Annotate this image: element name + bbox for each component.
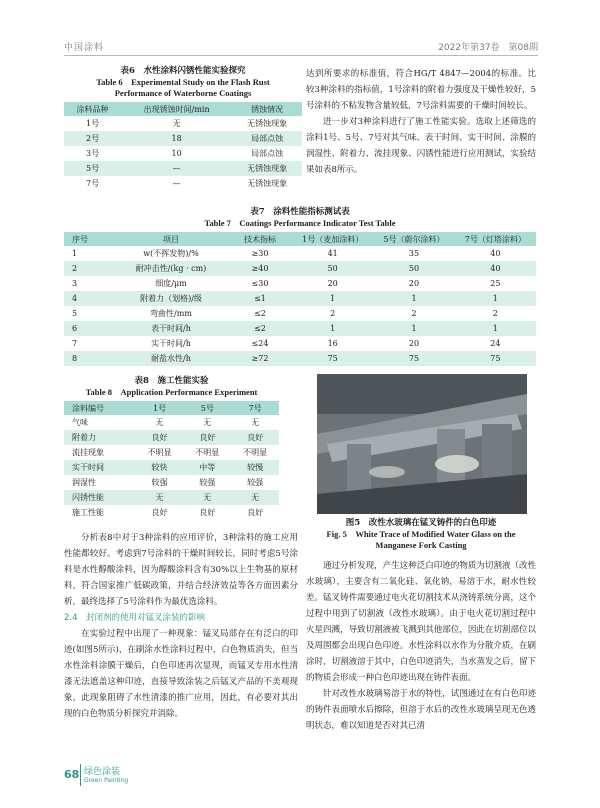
cell: 40 [455,261,536,276]
cell: ≥40 [228,261,292,276]
figure5-caption-en-1: Fig. 5 White Trace of Modified Water Glass on the [326,529,516,539]
cell: 附着力 [64,430,136,445]
table-row [64,460,279,475]
cell: 5 [72,309,78,318]
cell: ≤1 [228,291,292,306]
table-row [64,415,279,430]
table8-header: 5号 [183,401,231,415]
table-row [64,321,536,336]
table8 [64,401,279,520]
paragraph: 在实验过程中出现了一种现象：锰叉局部存在有泛白的印迹(如图5所示)，在刷涂水性涂料过程中，白色物质消失，但当水性涂料涂膜干燥后，白色印迹再次显现，而锰叉专用水性清漆无法遮盖这种印迹，直接导致涂装之后锰叉产品的不美观现象，此现象阻碍了水性清漆的推广应用，因此，有必要对其出现的白色物质分析探究并消除。 [64,629,298,719]
cell: 无 [136,490,184,505]
cell: 中等 [183,460,231,475]
cell: 耐盐水性/h [114,351,228,366]
cell: 表干时间/h [114,321,228,336]
table7-title-cn: 表7 涂料性能指标测试表 [250,207,350,217]
cell: 1 [72,249,78,258]
table7-header: 1号（麦加涂料） [292,232,373,246]
cell: 2 [411,309,417,318]
cell: 良好 [151,508,168,517]
table-row [64,351,536,366]
cell: 16 [327,339,338,348]
cell: 1 [373,321,454,336]
cell: 24 [490,339,501,348]
table-row [64,505,279,520]
table6-block [64,66,302,191]
cell: 75 [373,351,454,366]
table-row [64,261,536,276]
cell: 1 [292,321,373,336]
figure5-photo [317,374,527,514]
cell: 41 [327,249,338,258]
cell: 弯曲性/mm [150,309,192,318]
cell: 不明显 [147,448,172,457]
cell: 1 [373,291,454,306]
cell: 较强 [151,478,168,487]
table8-block [64,376,279,520]
table-row [64,246,536,261]
cell: 5号 [64,161,121,176]
table-row [64,306,536,321]
cell: 4 [64,291,114,306]
cell: 7号 [86,179,100,188]
cell: 耐冲击性/(kg · cm) [114,261,228,276]
cell: 2 [492,309,498,318]
table6-title-cn: 表6 水性涂料闪锈性能实验探究 [120,66,246,76]
cell: 40 [490,249,501,258]
cell: 无 [251,418,260,427]
cell: 2 [330,309,336,318]
cell: ≥72 [228,351,292,366]
cell: 3 [72,279,78,288]
table-row [64,490,279,505]
cell: 2 [64,261,114,276]
cell: 25 [490,279,501,288]
table-row [64,146,302,161]
table8-caption [64,376,279,398]
cell: 75 [292,351,373,366]
cell: 附着力（划格)/级 [114,291,228,306]
cell: — [172,179,181,188]
table-row [64,430,279,445]
cell: 较快 [136,460,184,475]
right-top-text [306,66,536,178]
table6-header: 锈蚀情况 [232,102,302,116]
table-row [64,276,536,291]
cell: 50 [292,261,373,276]
page-number: 68 [64,768,80,781]
table8-title-en: Table 8 Application Performance Experiment [85,387,258,397]
cell: 18 [121,131,232,146]
table7-block [64,207,536,366]
cell: 无 [172,119,181,128]
table7-header: 序号 [64,232,114,246]
figure5-caption-cn: 图5 改性水玻璃在锰叉铸件的白色印迹 [345,518,497,528]
cell: 良好 [199,508,216,517]
paragraph: 通过分析发现，产生这种泛白印迹的物质为切割液（改性水玻璃），主要含有二氧化硅、氧化钠，易溶于水，耐水性较差。锰叉铸件需要通过电火花切割技术从浇铸系统分离，这个过程中用到了切割液（改性水玻璃）。由于电火花切割过程中火星四溅，导致切割液被飞溅到其他部位，因此在切割部位以及周围都会出现白色印迹。水性涂料以水作为分散介质，在刷涂时，切割液溶于其中，白色印迹消失，当水蒸发之后，留下的物质会形成一种白色印迹出现在铸件表面。 [306,561,536,683]
table6-title-en-2: Performance of Waterborne Coatings [114,88,252,98]
cell: 不明显 [243,448,268,457]
cell: 实干时间/h [151,339,191,348]
cell: 1 [455,291,536,306]
table6-header: 涂料品种 [64,102,121,116]
table7-header: 技术指标 [228,232,292,246]
cell: 3号 [86,149,100,158]
table-row [64,336,536,351]
cell: 无 [183,490,231,505]
cell: 良好 [183,430,231,445]
table6-header: 出现锈蚀时间/min [121,102,232,116]
table8-title-cn: 表8 施工性能实验 [134,376,209,386]
cell: 良好 [231,430,279,445]
table8-header: 涂料编号 [64,401,136,415]
cell: — [121,161,232,176]
table8-header: 7号 [231,401,279,415]
table-row [64,291,536,306]
paragraph: 达到所要求的标准值，符合HG/T 4847—2004的标准。比较3种涂料的指标值，1号涂料的附着力强度及干燥性较好，5号涂料的不粘发物含量较低，7号涂料需要的干燥时间较长。 [306,69,536,111]
cell: 6 [64,321,114,336]
cell: 良好 [247,508,264,517]
cell: 无锈蚀现象 [247,119,288,128]
table-row [64,445,279,460]
cell: 20 [408,279,420,288]
cell: 气味 [72,418,88,427]
cell: 2号 [64,131,121,146]
table-row [64,475,279,490]
figure5-caption-en-2: Manganese Fork Casting [375,540,467,550]
cell: 无锈蚀现象 [247,179,288,188]
section-heading: 2.4 封闭剂的使用对锰叉涂装的影响 [64,613,206,623]
cell: ≤24 [251,339,269,348]
cell: 施工性能 [72,508,104,517]
cell: 1号 [86,119,100,128]
cell: 较慢 [231,460,279,475]
table6-caption [64,66,302,99]
cell: 较强 [199,478,216,487]
cell: 不明显 [195,448,220,457]
cell: 闪锈性能 [64,490,136,505]
cell: 无 [155,418,164,427]
cell: 75 [455,351,536,366]
cell: 无 [231,490,279,505]
table6 [64,102,302,191]
cell: 50 [373,261,454,276]
table7-header: 项目 [114,232,228,246]
cell: 1 [455,321,536,336]
cell: 35 [408,249,420,258]
footer-journal-cn: 绿色涂装 [84,767,121,777]
table7-caption [64,207,536,229]
issue-info: 2022年第37卷 第08期 [438,43,538,53]
table-row [64,116,302,131]
cell: 较强 [247,478,264,487]
cell: 流挂现象 [72,448,104,457]
cell: 润湿性 [72,478,96,487]
header-divider [64,55,538,56]
cell: ≤30 [251,279,269,288]
table7-header: 5号（蔚尔涂料） [373,232,454,246]
table-row [64,161,302,176]
cell: 局部点蚀 [251,149,284,158]
cell: 10 [171,149,182,158]
table8-header: 1号 [136,401,184,415]
cell: 1 [292,291,373,306]
paragraph: 进一步对3种涂料进行了施工性能实验。选取上述筛选的涂料1号、5号、7号对其气味、表干时间、实干时间、涂膜的润湿性、附着力、流挂现象、闪锈性能进行应用测试，实验结果如表8所示。 [306,117,536,175]
cell: ≤2 [228,321,292,336]
table7-title-en: Table 7 Coatings Performance Indicator Test Table [204,218,396,228]
cell: 8 [64,351,114,366]
cell: w(不挥发物)/% [143,249,199,258]
cell: ≤2 [254,309,266,318]
cell: 无 [203,418,212,427]
table-row [64,131,302,146]
footer-journal-en: Green Painting [84,777,129,784]
left-bottom-text [64,530,298,722]
casting-photo-illustration [317,374,527,514]
table7-header: 7号（灯塔涂料） [455,232,536,246]
cell: 20 [327,279,338,288]
figure5-caption [306,518,536,551]
cell: ≥30 [251,249,269,258]
table-row [64,176,302,191]
table6-title-en-1: Table 6 Experimental Study on the Flash Rust [96,77,270,87]
journal-name: 中国涂料 [64,43,105,53]
cell: 7 [72,339,78,348]
footer-divider [80,764,81,786]
cell: 细度/μm [155,279,187,288]
cell: 局部点蚀 [232,131,302,146]
cell: 良好 [136,430,184,445]
table7 [64,232,536,366]
paragraph: 分析表8中对于3种涂料的应用评价，3种涂料的施工应用性能都较好。考虑到7号涂料的干燥时间较长，同时考虑5号涂料是水性醇酸涂料，因为醇酸涂料含有30%以上生物基的原材料，符合国家推广低碳政策，并结合经济效益等各方面因素分析，最终选择了5号涂料作为最优选涂料。 [64,533,298,607]
cell: 20 [408,339,420,348]
cell: 无锈蚀现象 [232,161,302,176]
right-bottom-text [306,558,536,734]
cell: 实干时间 [64,460,136,475]
paragraph: 针对改性水玻璃易溶于水的特性，试图通过在有白色印迹的铸件表面喷水后擦除，但溶于水后的改性水玻璃呈现无色透明状态，难以知道是否对其已清 [306,689,536,731]
